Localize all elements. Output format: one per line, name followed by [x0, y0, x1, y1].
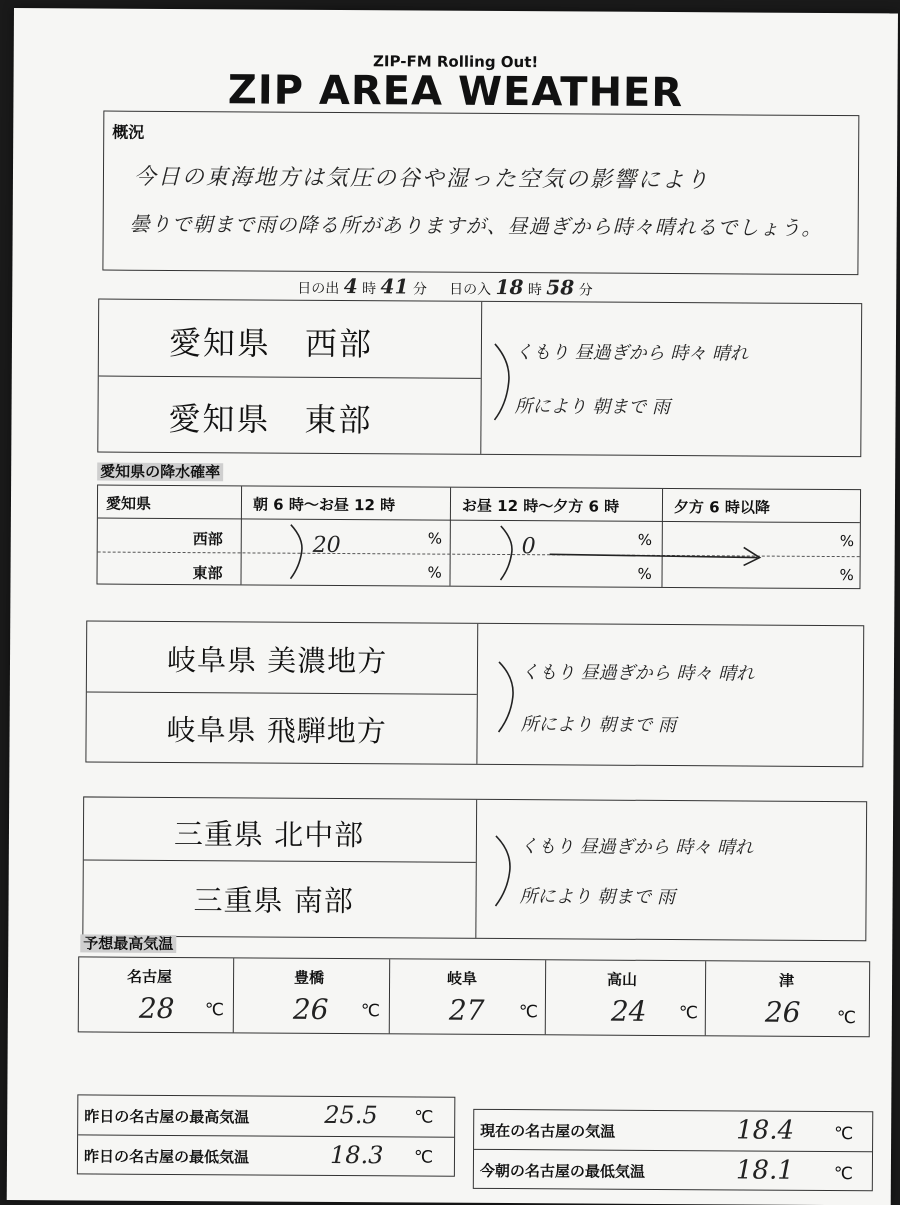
brace-icon	[492, 834, 516, 908]
pct-unit: %	[839, 566, 854, 585]
mie-south-label: 三重県 南部	[193, 883, 354, 919]
temp-unit: ℃	[678, 1003, 699, 1024]
aichi-west-label: 愛知県 西部	[168, 323, 374, 364]
morning-low-value: 18.1	[735, 1155, 794, 1186]
temp-value-toyohashi: 26	[292, 992, 329, 1026]
min-unit: 分	[412, 281, 427, 298]
sunset-label: 日の入	[449, 281, 492, 298]
rain-period-3: 夕方 6 時以降	[673, 498, 770, 517]
brace-icon	[495, 660, 519, 734]
brace-icon	[288, 523, 308, 581]
temps-table	[78, 956, 870, 1037]
rain-section-label: 愛知県の降水確率	[97, 461, 223, 483]
rain-row-east: 東部	[192, 564, 223, 583]
rain-corner: 愛知県	[105, 494, 152, 513]
sunrise-min: 41	[380, 274, 409, 299]
morning-low-label: 今朝の名古屋の最低気温	[479, 1161, 645, 1181]
sun-times	[297, 274, 592, 300]
gifu-forecast-2: 所により 朝まで 雨	[520, 714, 677, 737]
sunrise-hour: 4	[343, 274, 358, 299]
temp-unit: ℃	[360, 1001, 381, 1022]
temp-city-tsu: 津	[779, 971, 795, 990]
hour-unit: 時	[362, 281, 377, 298]
yday-high-label: 昨日の名古屋の最高気温	[84, 1107, 250, 1127]
overview-line-2: 曇りで朝まで雨の降る所がありますが、昼過ぎから時々晴れるでしょう。	[129, 211, 823, 240]
brace-icon	[490, 342, 514, 422]
temp-unit: ℃	[834, 1124, 854, 1145]
yday-low-label: 昨日の名古屋の最低気温	[83, 1147, 250, 1167]
gifu-box	[85, 620, 864, 767]
temp-unit: ℃	[204, 1000, 225, 1021]
yday-high-value: 25.5	[324, 1100, 378, 1130]
aichi-forecast-2: 所により 朝まで 雨	[514, 396, 671, 419]
sunrise-label: 日の出	[297, 280, 340, 297]
gifu-mino-label: 岐阜県 美濃地方	[166, 642, 388, 679]
sunset-min: 58	[546, 275, 575, 300]
temp-unit: ℃	[836, 1008, 856, 1029]
rain-row-west: 西部	[192, 530, 223, 549]
min-unit: 分	[578, 282, 593, 299]
overview-line-1: 今日の東海地方は気圧の谷や湿った空気の影響により	[133, 164, 711, 194]
brand-text: ZIP-FM Rolling Out!	[373, 52, 539, 72]
temp-unit: ℃	[833, 1164, 854, 1185]
mie-forecast-2: 所により 朝まで 雨	[519, 886, 676, 909]
overview-box	[102, 111, 859, 276]
rain-table	[96, 485, 861, 590]
pct-unit: %	[637, 530, 653, 549]
pct-unit: %	[637, 564, 652, 583]
rain-period-2: お昼 12 時〜夕方 6 時	[461, 496, 620, 516]
temp-value-gifu: 27	[448, 993, 485, 1027]
overview-label: 概況	[112, 122, 145, 142]
temp-city-gifu: 岐阜	[447, 969, 478, 988]
weather-sheet	[7, 8, 898, 1205]
arrow-right-icon	[548, 542, 770, 567]
rain-period-1: 朝 6 時〜お昼 12 時	[252, 495, 396, 515]
yday-low-value: 18.3	[329, 1140, 384, 1170]
aichi-forecast-1: くもり 昼過ぎから 時々 晴れ	[514, 342, 749, 365]
pct-unit: %	[427, 563, 442, 582]
mie-north-label: 三重県 北中部	[173, 816, 365, 853]
gifu-hida-label: 岐阜県 飛騨地方	[166, 712, 387, 749]
pct-unit: %	[839, 532, 855, 551]
temp-value-nagoya: 28	[138, 991, 175, 1025]
pct-unit: %	[427, 529, 443, 548]
mie-forecast-1: くもり 昼過ぎから 時々 晴れ	[519, 836, 754, 859]
rain-value-morning: 20	[312, 532, 341, 559]
page-title: ZIP AREA WEATHER	[227, 67, 684, 117]
now-label: 現在の名古屋の気温	[480, 1121, 616, 1141]
sunset-hour: 18	[495, 274, 524, 300]
now-value: 18.4	[736, 1115, 795, 1146]
temp-value-tsu: 26	[764, 995, 801, 1029]
brace-icon	[498, 524, 518, 582]
temp-city-toyohashi: 豊橋	[294, 968, 325, 987]
gifu-forecast-1: くもり 昼過ぎから 時々 晴れ	[520, 662, 755, 685]
mie-box	[82, 796, 867, 941]
rain-value-afternoon: 0	[521, 534, 536, 560]
temp-unit: ℃	[414, 1107, 434, 1128]
nagoya-yesterday-box	[77, 1094, 455, 1176]
temp-value-takayama: 24	[610, 994, 647, 1028]
hour-unit: 時	[527, 282, 542, 299]
aichi-box	[97, 299, 862, 458]
temp-city-nagoya: 名古屋	[127, 967, 173, 986]
temp-unit: ℃	[413, 1147, 434, 1168]
aichi-east-label: 愛知県 東部	[168, 399, 373, 440]
nagoya-today-box	[473, 1109, 873, 1191]
temps-section-label: 予想最高気温	[80, 932, 176, 954]
temp-city-takayama: 高山	[607, 970, 638, 989]
temp-unit: ℃	[518, 1002, 539, 1023]
